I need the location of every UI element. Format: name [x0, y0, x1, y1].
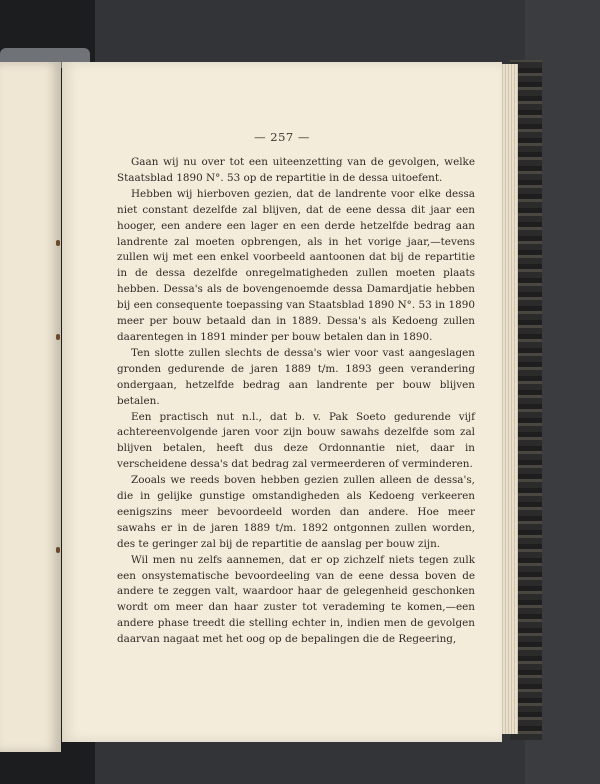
- paragraph: Ten slotte zullen slechts de dessa's wier voor vast aangeslagen gronden gedurende de jaren 1889 t/m. 1893 geen verandering ondergaan, hetzelfde bedrag aan landrente per bouw blijven betalen.: [117, 346, 475, 407]
- paragraph: Een practisch nut n.l., dat b. v. Pak Soeto gedurende vijf achtereenvolgende jaren voor zijn bouw sawahs dezelfde som zal blijven betalen, heeft dus deze Ordonnantie niet, daar in verscheidene dessa's dat bedrag zal vermeerderen of verminderen.: [117, 410, 475, 471]
- foxing-mark: [56, 547, 60, 553]
- facing-page-left: [0, 62, 61, 752]
- page-body: [117, 155, 475, 648]
- foxing-mark: [56, 240, 60, 246]
- book-page: [62, 62, 502, 742]
- paragraph: Zooals we reeds boven hebben gezien zullen alleen de dessa's, die in gelijke gunstige omstandigheden als Kedoeng verkeeren eenigszins meer bevoordeeld worden dan andere. Hoe meer sawahs er in de jaren 1889 t/m. 1892 ontgonnen zullen worden, des te geringer zal bij de repartitie de aanslag per bouw zijn.: [117, 474, 475, 550]
- page-number: — 257 —: [254, 130, 310, 144]
- page-edges: [500, 64, 518, 734]
- paragraph: Wil men nu zelfs aannemen, dat er op zichzelf niets tegen zulk een onsystematische bevoordeeling van de eene dessa boven de andere te zeggen valt, waardoor haar de gelegenheid geschonken wordt om meer dan haar zuster tot verademing te komen,—een andere phase treedt die stelling echter in, indien men de gevolgen daarvan nagaat met het oog op de bepalingen die de Regeering,: [117, 553, 475, 646]
- foxing-mark: [56, 334, 60, 340]
- paragraph: Hebben wij hierboven gezien, dat de landrente voor elke dessa niet constant dezelfde zal blijven, dat de eene dessa dit jaar een hooger, een andere een lager en een derde hetzelfde bedrag aan landrente zal moeten opbrengen, als in het vorige jaar,—tevens zullen wij met een enkel voorbeeld aantoonen dat bij de repartitie in de dessa dezelfde onregelmatigheden zullen moeten plaats hebben. Dessa's als de bovengenoemde dessa Damardjatie hebben bij een consequente toepassing van Staatsblad 1890 N°. 53 in 1890 meer per bouw betaald dan in 1889. Dessa's als Kedoeng zullen daarentegen in 1891 minder per bouw betalen dan in 1890.: [117, 187, 475, 343]
- paragraph: Gaan wij nu over tot een uiteenzetting van de gevolgen, welke Staatsblad 1890 N°. 53 op de repartitie in de dessa uitoefent.: [117, 156, 475, 184]
